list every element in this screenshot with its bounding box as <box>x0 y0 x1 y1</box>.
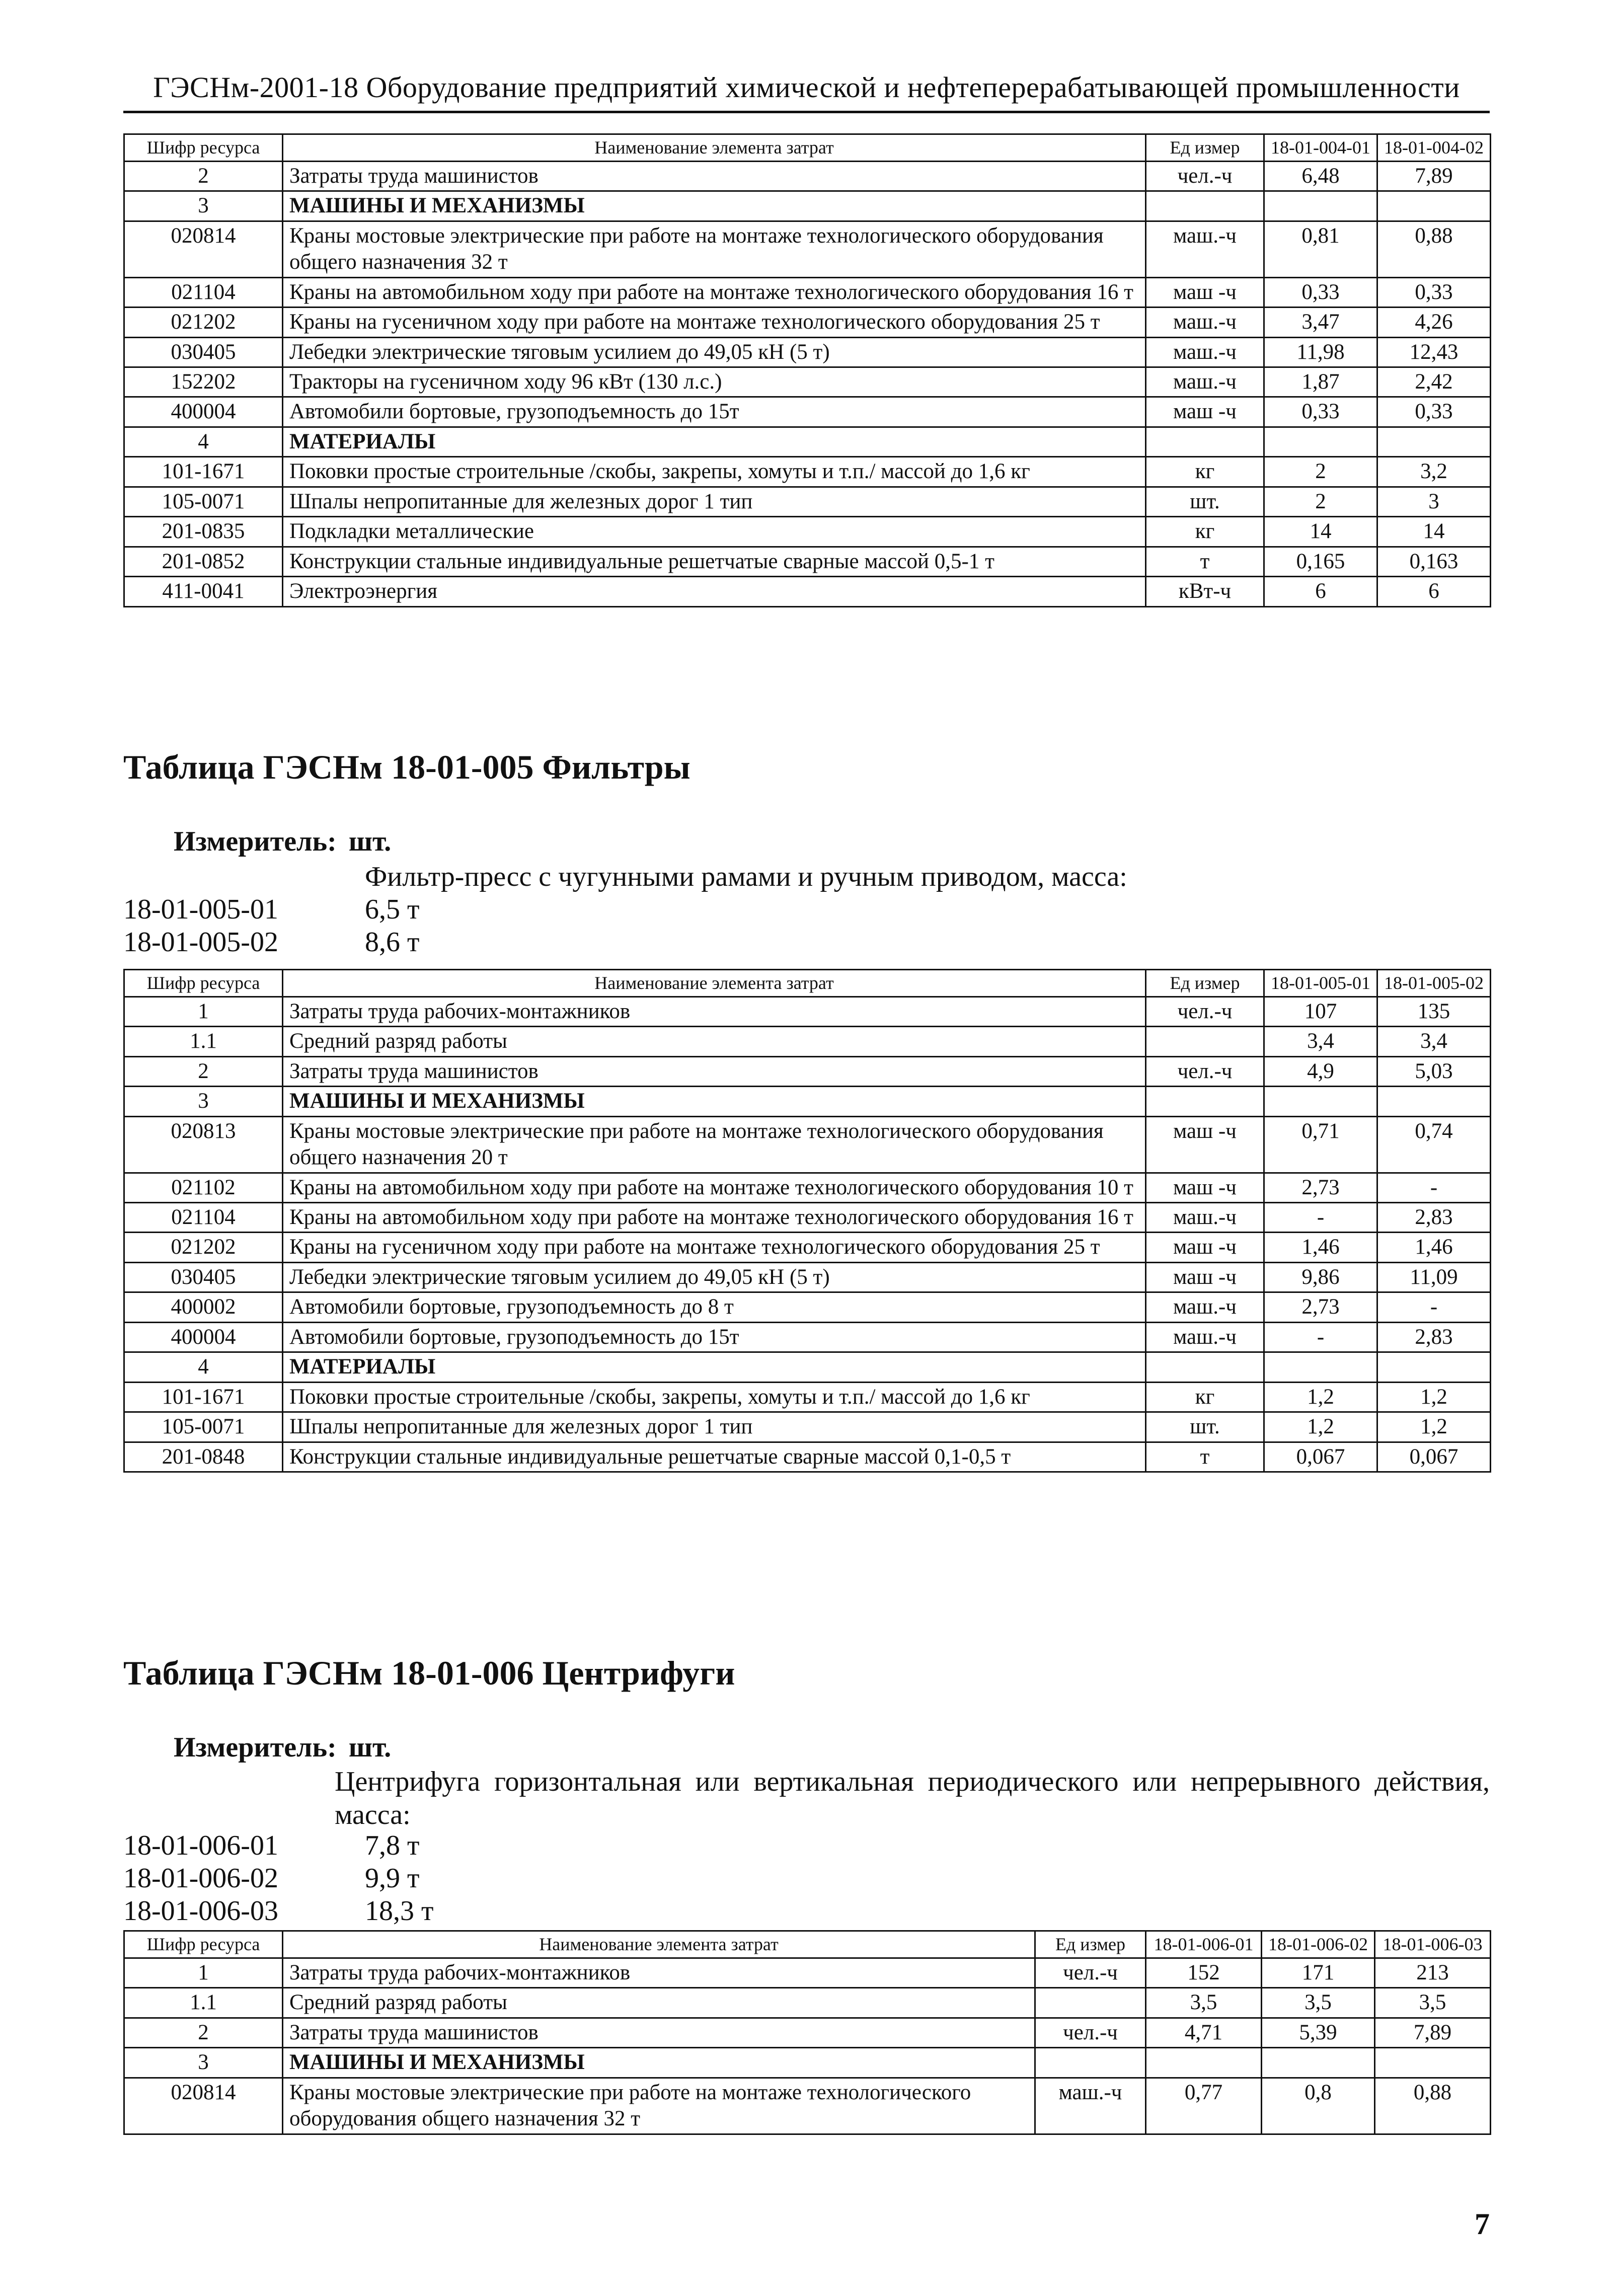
meter-line <box>174 825 391 858</box>
table-row <box>124 1412 1491 1442</box>
norm-value: 3,47 <box>1264 308 1377 337</box>
table-row <box>124 161 1491 191</box>
norm-value: 0,74 <box>1377 1116 1491 1173</box>
norm-value: 2,73 <box>1264 1292 1377 1322</box>
unit-of-measure: маш.-ч <box>1146 1292 1264 1322</box>
table-row <box>124 337 1491 367</box>
norm-value: 0,8 <box>1262 2078 1375 2134</box>
norm-value: 12,43 <box>1377 337 1491 367</box>
column-header: Ед измер <box>1035 1931 1146 1958</box>
table-row <box>124 221 1491 277</box>
variant-code: 18-01-005-02 <box>123 927 278 958</box>
table-row <box>124 457 1491 487</box>
column-header: 18-01-004-02 <box>1377 134 1491 162</box>
unit-of-measure: т <box>1146 547 1264 576</box>
norm-value: 1,46 <box>1264 1233 1377 1262</box>
cost-item-name: Затраты труда рабочих-монтажников <box>283 997 1146 1026</box>
column-header: Шифр ресурса <box>124 134 283 162</box>
unit-of-measure: маш -ч <box>1146 1173 1264 1202</box>
cost-item-name: МАШИНЫ И МЕХАНИЗМЫ <box>283 191 1146 221</box>
unit-of-measure: маш -ч <box>1146 277 1264 307</box>
cost-item-name: МАШИНЫ И МЕХАНИЗМЫ <box>283 2048 1035 2078</box>
cost-item-name: МАТЕРИАЛЫ <box>283 427 1146 456</box>
table-row <box>124 2078 1491 2134</box>
unit-of-measure: чел.-ч <box>1146 1056 1264 1086</box>
norm-value: 1,2 <box>1264 1412 1377 1442</box>
norm-value: 2,42 <box>1377 367 1491 397</box>
norm-value: 107 <box>1264 997 1377 1026</box>
column-header: Наименование элемента затрат <box>283 970 1146 997</box>
unit-of-measure: чел.-ч <box>1035 1958 1146 1987</box>
resource-code: 020814 <box>124 2078 283 2134</box>
table-row <box>124 2048 1491 2078</box>
header-rule <box>123 111 1490 113</box>
table-row <box>124 397 1491 427</box>
norm-value: 0,88 <box>1375 2078 1491 2134</box>
table-row <box>124 547 1491 576</box>
norm-value <box>1375 2048 1491 2078</box>
norm-value: 0,33 <box>1377 277 1491 307</box>
resource-code: 2 <box>124 1056 283 1086</box>
unit-of-measure: кВт-ч <box>1146 577 1264 606</box>
norm-value: 9,86 <box>1264 1262 1377 1292</box>
cost-item-name: Затраты труда машинистов <box>283 1056 1146 1086</box>
table-row <box>124 1352 1491 1382</box>
table-row <box>124 1292 1491 1322</box>
cost-item-name: Затраты труда рабочих-монтажников <box>283 1958 1035 1987</box>
norm-value: 135 <box>1377 997 1491 1026</box>
norm-value: 0,165 <box>1264 547 1377 576</box>
meter-unit: шт. <box>348 1732 392 1763</box>
resource-code: 1 <box>124 1958 283 1987</box>
table-row <box>124 1087 1491 1116</box>
variant-code: 18-01-006-02 <box>123 1863 278 1894</box>
norm-value: 0,33 <box>1377 397 1491 427</box>
resource-code: 1.1 <box>124 1027 283 1056</box>
table-row <box>124 1233 1491 1262</box>
unit-of-measure: чел.-ч <box>1035 2018 1146 2047</box>
norm-value: 4,9 <box>1264 1056 1377 1086</box>
unit-of-measure: маш.-ч <box>1146 337 1264 367</box>
variant-row <box>123 1895 434 1927</box>
unit-of-measure <box>1035 1988 1146 2018</box>
table-row <box>124 1442 1491 1472</box>
norm-value: - <box>1377 1292 1491 1322</box>
norm-value: 11,98 <box>1264 337 1377 367</box>
unit-of-measure <box>1146 1087 1264 1116</box>
unit-of-measure: маш.-ч <box>1146 308 1264 337</box>
meter-label: Измеритель: <box>174 826 337 857</box>
norm-value: 2 <box>1264 457 1377 487</box>
unit-of-measure <box>1146 1352 1264 1382</box>
norm-value: 1,46 <box>1377 1233 1491 1262</box>
meter-label: Измеритель: <box>174 1732 337 1763</box>
norm-value <box>1377 427 1491 456</box>
norm-value: 5,39 <box>1262 2018 1375 2047</box>
unit-of-measure: маш.-ч <box>1146 367 1264 397</box>
cost-item-name: Краны на гусеничном ходу при работе на монтаже технологического оборудования 25 т <box>283 1233 1146 1262</box>
table-row <box>124 277 1491 307</box>
cost-item-name: МАТЕРИАЛЫ <box>283 1352 1146 1382</box>
resource-code: 411-0041 <box>124 577 283 606</box>
column-header: 18-01-005-02 <box>1377 970 1491 997</box>
norm-value: 213 <box>1375 1958 1491 1987</box>
variant-row <box>123 893 420 926</box>
norm-value: 0,77 <box>1146 2078 1262 2134</box>
cost-item-name: Краны мостовые электрические при работе на монтаже технологического оборудования общего назначения 20 т <box>283 1116 1146 1173</box>
variant-row <box>123 1862 420 1894</box>
table-row <box>124 997 1491 1026</box>
resource-code: 3 <box>124 191 283 221</box>
norm-value: 0,33 <box>1264 277 1377 307</box>
unit-of-measure: чел.-ч <box>1146 161 1264 191</box>
norm-value: 3 <box>1377 487 1491 516</box>
cost-item-name: Краны на автомобильном ходу при работе на монтаже технологического оборудования 16 т <box>283 277 1146 307</box>
norm-value: 3,5 <box>1375 1988 1491 2018</box>
norm-value: 0,067 <box>1377 1442 1491 1472</box>
cost-item-name: Конструкции стальные индивидуальные решетчатые сварные массой 0,5-1 т <box>283 547 1146 576</box>
resource-code: 2 <box>124 2018 283 2047</box>
table-row <box>124 1056 1491 1086</box>
norm-value: 14 <box>1377 517 1491 547</box>
table-row <box>124 577 1491 606</box>
table-row <box>124 2018 1491 2047</box>
variant-code: 18-01-006-03 <box>123 1895 278 1927</box>
cost-item-name: Краны на автомобильном ходу при работе на монтаже технологического оборудования 10 т <box>283 1173 1146 1202</box>
norm-value: - <box>1377 1173 1491 1202</box>
norm-value: 4,26 <box>1377 308 1491 337</box>
unit-of-measure: маш.-ч <box>1035 2078 1146 2134</box>
variant-mass: 18,3 т <box>365 1895 434 1927</box>
page-number: 7 <box>1475 2207 1490 2241</box>
norm-value: 6 <box>1264 577 1377 606</box>
column-header: Наименование элемента затрат <box>283 134 1146 162</box>
variant-row <box>123 1829 420 1862</box>
cost-item-name: Затраты труда машинистов <box>283 161 1146 191</box>
norm-value: 3,5 <box>1262 1988 1375 2018</box>
unit-of-measure: кг <box>1146 457 1264 487</box>
resource-code: 021104 <box>124 1202 283 1232</box>
cost-table-18-01-006 <box>123 1930 1491 2135</box>
norm-value: 2 <box>1264 487 1377 516</box>
norm-value: 2,73 <box>1264 1173 1377 1202</box>
section-description: Фильтр-пресс с чугунными рамами и ручным приводом, масса: <box>365 861 1127 892</box>
resource-code: 101-1671 <box>124 457 283 487</box>
resource-code: 152202 <box>124 367 283 397</box>
resource-code: 2 <box>124 161 283 191</box>
cost-item-name: Краны мостовые электрические при работе на монтаже технологического оборудования общего назначения 32 т <box>283 2078 1035 2134</box>
resource-code: 400004 <box>124 397 283 427</box>
cost-item-name: Автомобили бортовые, грузоподъемность до 8 т <box>283 1292 1146 1322</box>
column-header: 18-01-004-01 <box>1264 134 1377 162</box>
unit-of-measure: маш.-ч <box>1146 221 1264 277</box>
cost-item-name: Лебедки электрические тяговым усилием до 49,05 кН (5 т) <box>283 1262 1146 1292</box>
norm-value: 3,2 <box>1377 457 1491 487</box>
resource-code: 3 <box>124 2048 283 2078</box>
cost-item-name: Поковки простые строительные /скобы, закрепы, хомуты и т.п./ массой до 1,6 кг <box>283 457 1146 487</box>
column-header: 18-01-005-01 <box>1264 970 1377 997</box>
norm-value: - <box>1264 1202 1377 1232</box>
resource-code: 021202 <box>124 1233 283 1262</box>
resource-code: 1 <box>124 997 283 1026</box>
resource-code: 105-0071 <box>124 1412 283 1442</box>
cost-item-name: Лебедки электрические тяговым усилием до 49,05 кН (5 т) <box>283 337 1146 367</box>
variant-code: 18-01-005-01 <box>123 894 278 925</box>
unit-of-measure: маш.-ч <box>1146 1202 1264 1232</box>
norm-value: 3,4 <box>1377 1027 1491 1056</box>
norm-value: 2,83 <box>1377 1322 1491 1352</box>
unit-of-measure: маш.-ч <box>1146 1322 1264 1352</box>
cost-item-name: МАШИНЫ И МЕХАНИЗМЫ <box>283 1087 1146 1116</box>
variant-row <box>123 926 420 958</box>
resource-code: 4 <box>124 1352 283 1382</box>
unit-of-measure: шт. <box>1146 487 1264 516</box>
norm-value: 2,83 <box>1377 1202 1491 1232</box>
unit-of-measure <box>1035 2048 1146 2078</box>
norm-value: 11,09 <box>1377 1262 1491 1292</box>
cost-item-name: Автомобили бортовые, грузоподъемность до 15т <box>283 1322 1146 1352</box>
resource-code: 101-1671 <box>124 1382 283 1412</box>
unit-of-measure: кг <box>1146 517 1264 547</box>
norm-value: 0,88 <box>1377 221 1491 277</box>
norm-value: 6 <box>1377 577 1491 606</box>
norm-value: 1,2 <box>1377 1382 1491 1412</box>
unit-of-measure: кг <box>1146 1382 1264 1412</box>
norm-value <box>1264 1087 1377 1116</box>
cost-item-name: Средний разряд работы <box>283 1988 1035 2018</box>
norm-value: 5,03 <box>1377 1056 1491 1086</box>
resource-code: 4 <box>124 427 283 456</box>
norm-value: 171 <box>1262 1958 1375 1987</box>
column-header: 18-01-006-02 <box>1262 1931 1375 1958</box>
cost-item-name: Краны мостовые электрические при работе на монтаже технологического оборудования общего назначения 32 т <box>283 221 1146 277</box>
norm-value: 0,33 <box>1264 397 1377 427</box>
table-row <box>124 1382 1491 1412</box>
table-row <box>124 517 1491 547</box>
cost-item-name: Шпалы непропитанные для железных дорог 1 тип <box>283 487 1146 516</box>
norm-value: 1,87 <box>1264 367 1377 397</box>
norm-value <box>1146 2048 1262 2078</box>
unit-of-measure: маш -ч <box>1146 1116 1264 1173</box>
resource-code: 030405 <box>124 337 283 367</box>
variant-mass: 6,5 т <box>365 894 420 925</box>
column-header: Шифр ресурса <box>124 970 283 997</box>
unit-of-measure: чел.-ч <box>1146 997 1264 1026</box>
resource-code: 105-0071 <box>124 487 283 516</box>
table-row <box>124 308 1491 337</box>
norm-value <box>1377 191 1491 221</box>
table-row <box>124 367 1491 397</box>
unit-of-measure: т <box>1146 1442 1264 1472</box>
table-row <box>124 427 1491 456</box>
norm-value: 0,71 <box>1264 1116 1377 1173</box>
resource-code: 020814 <box>124 221 283 277</box>
norm-value: 6,48 <box>1264 161 1377 191</box>
unit-of-measure <box>1146 1027 1264 1056</box>
norm-value <box>1262 2048 1375 2078</box>
cost-item-name: Тракторы на гусеничном ходу 96 кВт (130 л.с.) <box>283 367 1146 397</box>
cost-item-name: Подкладки металлические <box>283 517 1146 547</box>
cost-item-name: Поковки простые строительные /скобы, закрепы, хомуты и т.п./ массой до 1,6 кг <box>283 1382 1146 1412</box>
unit-of-measure: маш -ч <box>1146 1262 1264 1292</box>
cost-table-18-01-004 <box>123 133 1491 607</box>
unit-of-measure: шт. <box>1146 1412 1264 1442</box>
norm-value: - <box>1264 1322 1377 1352</box>
variant-mass: 7,8 т <box>365 1830 420 1861</box>
variant-mass: 8,6 т <box>365 927 420 958</box>
column-header: 18-01-006-01 <box>1146 1931 1262 1958</box>
table-row <box>124 1988 1491 2018</box>
meter-line <box>174 1731 391 1764</box>
column-header: Шифр ресурса <box>124 1931 283 1958</box>
norm-value <box>1377 1352 1491 1382</box>
table-header-row <box>124 1931 1491 1958</box>
norm-value: 14 <box>1264 517 1377 547</box>
table-row <box>124 1262 1491 1292</box>
norm-value <box>1264 1352 1377 1382</box>
norm-value: 1,2 <box>1377 1412 1491 1442</box>
norm-value: 0,067 <box>1264 1442 1377 1472</box>
table-row <box>124 1173 1491 1202</box>
table-row <box>124 1202 1491 1232</box>
resource-code: 1.1 <box>124 1988 283 2018</box>
cost-item-name: Шпалы непропитанные для железных дорог 1 тип <box>283 1412 1146 1442</box>
column-header: Наименование элемента затрат <box>283 1931 1035 1958</box>
page-header: ГЭСНм-2001-18 Оборудование предприятий химической и нефтеперерабатывающей промышленности <box>153 71 1460 104</box>
unit-of-measure <box>1146 191 1264 221</box>
table-header-row <box>124 970 1491 997</box>
norm-value <box>1264 427 1377 456</box>
cost-item-name: Конструкции стальные индивидуальные решетчатые сварные массой 0,1-0,5 т <box>283 1442 1146 1472</box>
norm-value: 3,5 <box>1146 1988 1262 2018</box>
norm-value: 1,2 <box>1264 1382 1377 1412</box>
table-row <box>124 1958 1491 1987</box>
variant-mass: 9,9 т <box>365 1863 420 1894</box>
table-row <box>124 487 1491 516</box>
cost-item-name: Краны на гусеничном ходу при работе на монтаже технологического оборудования 25 т <box>283 308 1146 337</box>
meter-unit: шт. <box>348 826 392 857</box>
resource-code: 201-0835 <box>124 517 283 547</box>
resource-code: 020813 <box>124 1116 283 1173</box>
norm-value <box>1377 1087 1491 1116</box>
section-description: Центрифуга горизонтальная или вертикальная периодического или непрерывного действия, масса: <box>335 1766 1490 1831</box>
norm-value: 152 <box>1146 1958 1262 1987</box>
resource-code: 201-0852 <box>124 547 283 576</box>
resource-code: 201-0848 <box>124 1442 283 1472</box>
cost-item-name: Средний разряд работы <box>283 1027 1146 1056</box>
norm-value: 0,81 <box>1264 221 1377 277</box>
table-row <box>124 1322 1491 1352</box>
resource-code: 030405 <box>124 1262 283 1292</box>
cost-item-name: Затраты труда машинистов <box>283 2018 1035 2047</box>
column-header: Ед измер <box>1146 970 1264 997</box>
resource-code: 400004 <box>124 1322 283 1352</box>
unit-of-measure: маш -ч <box>1146 397 1264 427</box>
cost-table-18-01-005 <box>123 969 1491 1473</box>
norm-value: 0,163 <box>1377 547 1491 576</box>
column-header: 18-01-006-03 <box>1375 1931 1491 1958</box>
resource-code: 3 <box>124 1087 283 1116</box>
cost-item-name: Краны на автомобильном ходу при работе на монтаже технологического оборудования 16 т <box>283 1202 1146 1232</box>
norm-value: 3,4 <box>1264 1027 1377 1056</box>
norm-value: 7,89 <box>1377 161 1491 191</box>
table-header-row <box>124 134 1491 162</box>
table-row <box>124 191 1491 221</box>
resource-code: 021102 <box>124 1173 283 1202</box>
norm-value: 7,89 <box>1375 2018 1491 2047</box>
section-title-centrifuges: Таблица ГЭСНм 18-01-006 Центрифуги <box>123 1654 735 1692</box>
table-row <box>124 1027 1491 1056</box>
cost-item-name: Автомобили бортовые, грузоподъемность до 15т <box>283 397 1146 427</box>
unit-of-measure <box>1146 427 1264 456</box>
table-row <box>124 1116 1491 1173</box>
resource-code: 021104 <box>124 277 283 307</box>
cost-item-name: Электроэнергия <box>283 577 1146 606</box>
variant-code: 18-01-006-01 <box>123 1830 278 1861</box>
section-title-filters: Таблица ГЭСНм 18-01-005 Фильтры <box>123 748 690 786</box>
resource-code: 021202 <box>124 308 283 337</box>
resource-code: 400002 <box>124 1292 283 1322</box>
unit-of-measure: маш -ч <box>1146 1233 1264 1262</box>
norm-value: 4,71 <box>1146 2018 1262 2047</box>
norm-value <box>1264 191 1377 221</box>
column-header: Ед измер <box>1146 134 1264 162</box>
